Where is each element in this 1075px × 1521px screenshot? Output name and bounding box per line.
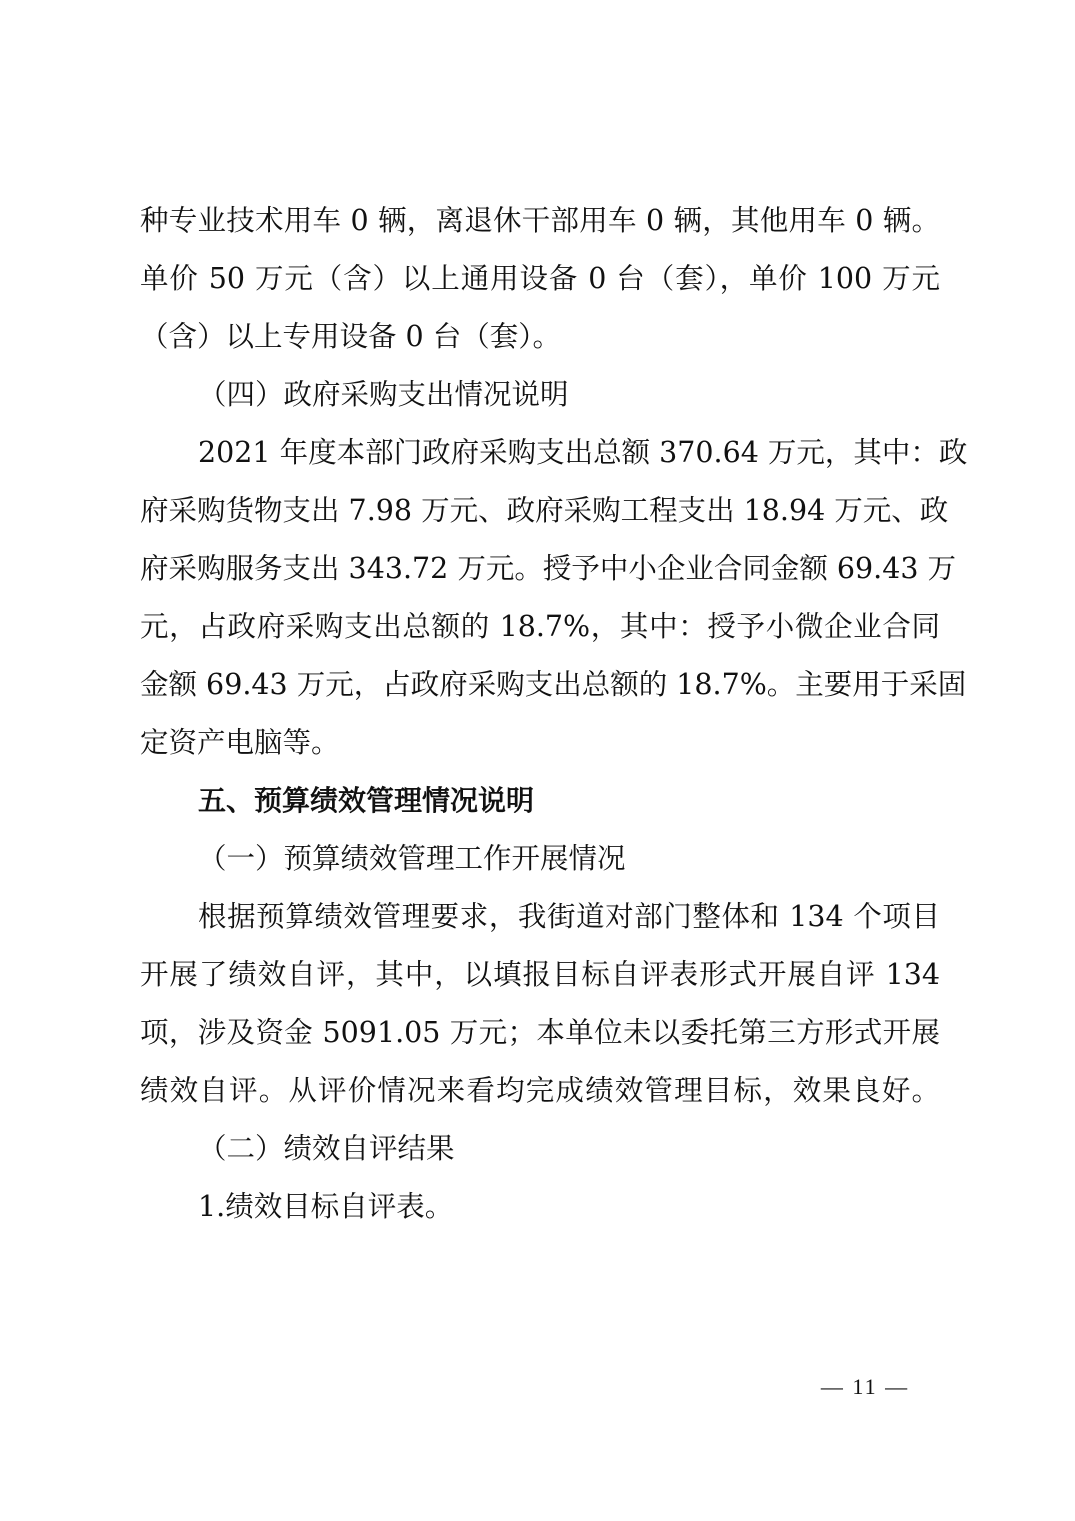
text-line: 定资产电脑等。 (140, 726, 340, 759)
section-heading: （一）预算绩效管理工作开展情况 (198, 842, 626, 875)
section-heading: （二）绩效自评结果 (198, 1132, 455, 1165)
section-heading: （四）政府采购支出情况说明 (198, 378, 569, 411)
text-line: 绩效自评。从评价情况来看均完成绩效管理目标，效果良好。 (140, 1074, 940, 1107)
text-line: 1.绩效目标自评表。 (198, 1190, 454, 1223)
text-line: 2021 年度本部门政府采购支出总额 370.64 万元，其中：政 (198, 436, 968, 469)
text-line: 种专业技术用车 0 辆，离退休干部用车 0 辆，其他用车 0 辆。 (140, 204, 940, 237)
page-number: — 11 — (820, 1374, 910, 1399)
text-line: （含）以上专用设备 0 台（套）。 (140, 320, 562, 353)
main-heading: 五、预算绩效管理情况说明 (198, 784, 535, 817)
text-line: 单价 50 万元（含）以上通用设备 0 台（套），单价 100 万元 (140, 262, 940, 295)
text-line: 府采购服务支出 343.72 万元。授予中小企业合同金额 69.43 万 (140, 552, 957, 585)
text-line: 开展了绩效自评，其中，以填报目标自评表形式开展自评 134 (140, 958, 940, 991)
text-line: 府采购货物支出 7.98 万元、政府采购工程支出 18.94 万元、政 (140, 494, 949, 527)
text-line: 根据预算绩效管理要求，我街道对部门整体和 134 个项目 (198, 900, 940, 933)
text-line: 元，占政府采购支出总额的 18.7%，其中：授予小微企业合同 (140, 610, 940, 643)
text-line: 项，涉及资金 5091.05 万元；本单位未以委托第三方形式开展 (140, 1016, 940, 1049)
page-body (140, 192, 968, 1236)
text-line: 金额 69.43 万元，占政府采购支出总额的 18.7%。主要用于采固 (140, 668, 967, 701)
